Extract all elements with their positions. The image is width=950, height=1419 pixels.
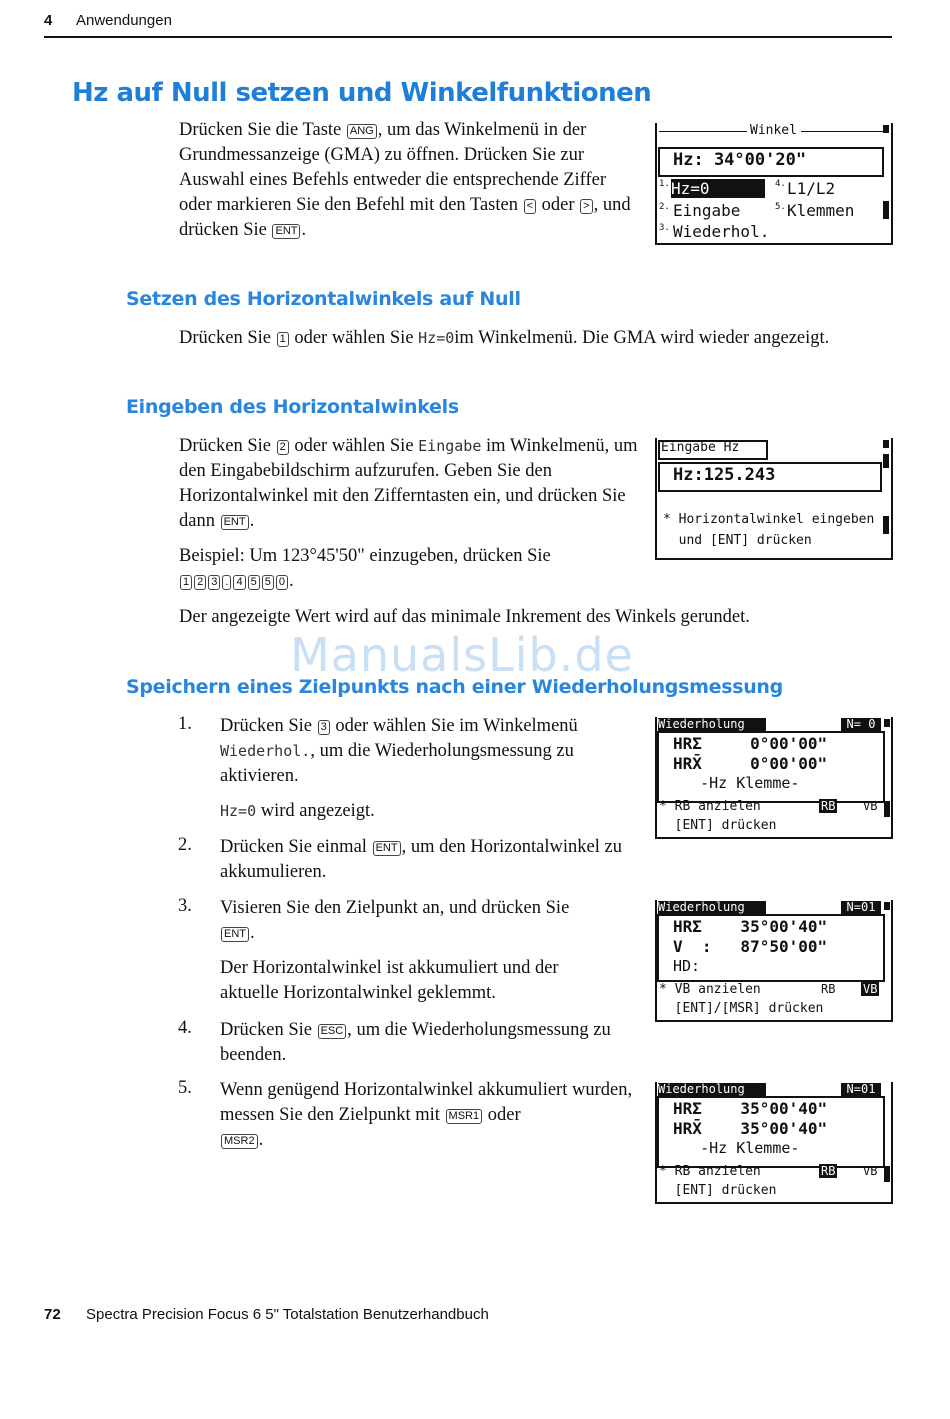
ent-key: ENT (272, 224, 300, 239)
menu-item-l1l2: L1/L2 (787, 179, 836, 198)
vb-softkey[interactable]: VB (863, 1164, 878, 1178)
left-key: < (524, 199, 536, 214)
signal-icon (883, 125, 889, 133)
vb-softkey[interactable]: VB (863, 982, 878, 996)
hr-sum: HRΣ 0°00'00" (673, 734, 828, 753)
battery-icon (883, 516, 889, 534)
step-5: Wenn genügend Horizontalwinkel akkumuliert wurden, messen Sie den Zielpunkt mit MSR1 oder MSR2 . (220, 1080, 633, 1150)
horizontal-distance: HD: (673, 957, 701, 975)
prompt-line-1: * RB anzielen (659, 799, 761, 814)
key-3: 3 (318, 720, 330, 735)
step-3-note: Der Horizontalwinkel ist akkumuliert und der aktuelle Horizontalwinkel geklemmt. (220, 958, 559, 1003)
menu-item-klemmen: Klemmen (787, 201, 855, 220)
hz-readout: Hz: 34°00'20" (673, 150, 807, 170)
step-1-result: Hz=0 wird angezeigt. (220, 801, 375, 821)
screen-title: Wiederholung (658, 901, 766, 914)
battery-icon (884, 801, 890, 817)
mode-icon (883, 454, 889, 468)
screen-title: Wiederholung (658, 1083, 766, 1096)
msr1-key: MSR1 (446, 1109, 483, 1124)
rb-softkey[interactable]: RB (821, 1164, 836, 1178)
right-key: > (580, 199, 592, 214)
count-badge: N=01 (841, 901, 881, 914)
chapter-title: Anwendungen (76, 12, 172, 29)
screen-title: Winkel (750, 123, 797, 138)
code-eingabe: Eingabe (418, 437, 482, 455)
esc-key: ESC (318, 1024, 347, 1039)
section2-paragraph: Drücken Sie 2 oder wählen Sie Eingabe im Winkelmenü, um den Eingabebildschirm aufzurufen. Geben Sie den Horizontalwinkel mit den Zifferntasten ein, und drücken Sie dann ENT . (179, 436, 638, 531)
prompt-line-1: * RB anzielen (659, 1164, 761, 1179)
prompt-line-1: * VB anzielen (659, 982, 761, 997)
menu-item-hz0: Hz=0 (671, 179, 765, 198)
hr-sum: HRΣ 35°00'40" (673, 1099, 828, 1118)
prompt-line-2: und [ENT] drücken (663, 533, 812, 548)
chapter-number: 4 (44, 12, 53, 29)
vertical-angle: V : 87°50'00" (673, 937, 828, 956)
battery-icon (884, 1166, 890, 1182)
battery-icon (883, 201, 889, 219)
prompt-line-2: [ENT] drücken (659, 818, 777, 833)
hr-mean: HRX̄ 35°00'40" (673, 1119, 828, 1138)
signal-icon (884, 719, 890, 727)
prompt-line-2: [ENT] drücken (659, 1183, 777, 1198)
page-number: 72 (44, 1306, 61, 1323)
repetition-screen-3 (655, 1082, 893, 1204)
msr2-key: MSR2 (221, 1134, 258, 1149)
section-heading-speichern: Speichern eines Zielpunkts nach einer Wiederholungsmessung (126, 676, 783, 698)
step-4: Drücken Sie ESC , um die Wiederholungsmessung zu beenden. (220, 1020, 611, 1065)
ent-key: ENT (221, 515, 249, 530)
menu-item-wiederhol: Wiederhol. (673, 222, 770, 241)
section1-paragraph: Drücken Sie 1 oder wählen Sie Hz=0im Winkelmenü. Die GMA wird wieder angezeigt. (179, 328, 830, 348)
prompt-line-1: * Horizontalwinkel eingeben (663, 512, 875, 527)
step-2: Drücken Sie einmal ENT , um den Horizontalwinkel zu akkumulieren. (220, 837, 622, 882)
repetition-screen-1 (655, 717, 893, 839)
rounding-note: Der angezeigte Wert wird auf das minimale Inkrement des Winkels gerundet. (179, 607, 750, 627)
code-wiederhol: Wiederhol. (220, 742, 311, 760)
rb-softkey[interactable]: RB (821, 982, 836, 996)
screen-title: Wiederholung (658, 718, 766, 731)
step-3: Visieren Sie den Zielpunkt an, und drücken Sie ENT . (220, 898, 570, 943)
watermark: ManualsLib.de (290, 628, 634, 682)
section-heading-null: Setzen des Horizontalwinkels auf Null (126, 288, 521, 310)
winkel-menu-screen: Winkel Hz: 34°00'20" 1. Hz=0 4. L1/L2 2. Eingabe 5. Klemmen 3. Wiederhol. (655, 123, 893, 245)
ent-key: ENT (221, 927, 249, 942)
repetition-screen-2 (655, 900, 893, 1022)
clamp-status: -Hz Klemme- (673, 774, 800, 792)
code-hz0: Hz=0 (418, 329, 455, 347)
ent-key: ENT (373, 841, 401, 856)
code-hz0: Hz=0 (220, 802, 257, 820)
footer-title: Spectra Precision Focus 6 5" Totalstation Benutzerhandbuch (86, 1306, 489, 1323)
hr-mean: HRX̄ 0°00'00" (673, 754, 828, 773)
count-badge: N= 0 (841, 718, 881, 731)
vb-softkey[interactable]: VB (863, 799, 878, 813)
key-1: 1 (277, 332, 289, 347)
hz-input-value[interactable]: Hz:125.243 (673, 465, 776, 485)
page-title: Hz auf Null setzen und Winkelfunktionen (72, 78, 652, 108)
step-1: Drücken Sie 3 oder wählen Sie im Winkelmenü Wiederhol., um die Wiederholungsmessung zu aktivieren. (220, 716, 578, 786)
rb-softkey[interactable]: RB (821, 799, 836, 813)
count-badge: N=01 (841, 1083, 881, 1096)
intro-paragraph: Drücken Sie die Taste ANG , um das Winkelmenü in der Grundmessanzeige (GMA) zu öffnen. Drücken Sie zur Auswahl eines Befehls entweder die entsprechende Ziffer oder markieren Sie den Befehl mit den Tasten < oder > , und drücken Sie ENT . (179, 120, 631, 240)
eingabe-screen (655, 438, 893, 560)
key-2: 2 (277, 440, 289, 455)
signal-icon (883, 440, 889, 448)
menu-item-eingabe: Eingabe (673, 201, 741, 220)
screen-title: Eingabe Hz (661, 440, 740, 455)
prompt-line-2: [ENT]/[MSR] drücken (659, 1001, 824, 1016)
signal-icon (884, 902, 890, 910)
hr-sum: HRΣ 35°00'40" (673, 917, 828, 936)
header-rule (44, 36, 892, 38)
ang-key: ANG (347, 124, 377, 139)
section-heading-eingeben: Eingeben des Horizontalwinkels (126, 396, 459, 418)
clamp-status: -Hz Klemme- (673, 1139, 800, 1157)
example-paragraph: Beispiel: Um 123°45'50" einzugeben, drücken Sie 1 2 3 . 4 5 5 0 . (179, 546, 551, 591)
